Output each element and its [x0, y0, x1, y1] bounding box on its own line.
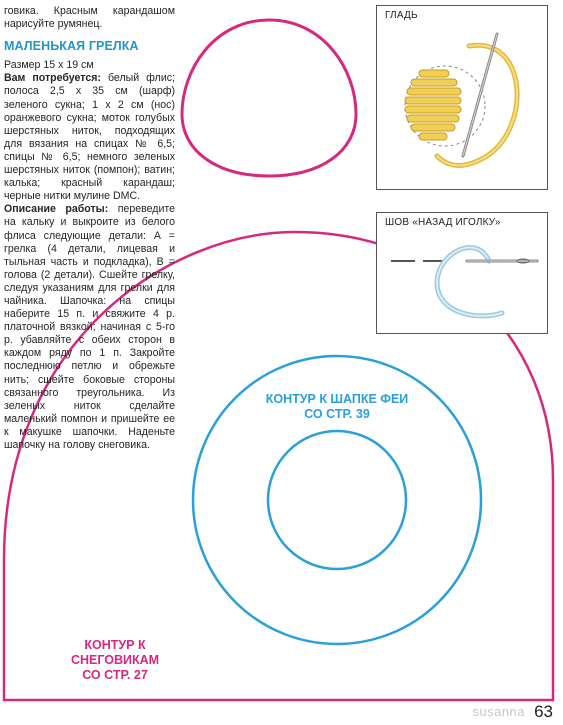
- description-paragraph: [4, 203, 175, 452]
- materials-label: Вам потребуется:: [4, 72, 101, 85]
- snowman-label-line2: СНЕГОВИКАМ: [70, 653, 160, 667]
- backstitch-title: ШОВ «НАЗАД ИГОЛКУ»: [385, 217, 501, 228]
- backstitch-illustration: [377, 213, 547, 333]
- fairy-hat-label: [262, 392, 412, 422]
- materials-paragraph: [4, 72, 175, 203]
- materials-text: белый флис; полоса 2,5 х 35 см (шарф) зеленого сукна; 1 х 2 см (нос) оранжевого сукна; моток голубых шерстяных ниток, подходящих для вязания на спицах № 6,5; спицы № 6,5; немного зеленых шерстяных ниток (помпон); ватин; калька; красный карандаш; черные нитки мулине DMC.: [4, 72, 175, 203]
- page-number: 63: [534, 702, 553, 721]
- snowman-label-line1: КОНТУР К: [84, 638, 146, 652]
- size-text: Размер 15 х 19 см: [4, 59, 94, 72]
- backstitch-box: [376, 212, 548, 334]
- snowman-label-line3: СО СТР. 27: [82, 668, 148, 682]
- section-heading: МАЛЕНЬКАЯ ГРЕЛКА: [4, 39, 139, 54]
- satin-stitch-title: ГЛАДЬ: [385, 10, 418, 21]
- instructions-column: [4, 5, 175, 452]
- brand-logo: susanna: [472, 704, 525, 719]
- snowman-label: [60, 638, 170, 683]
- satin-stitch-box: [376, 5, 548, 190]
- head-outline: [182, 20, 356, 176]
- fairy-hat-label-line2: СО СТР. 39: [304, 407, 370, 421]
- description-text: переведите на кальку и выкроите из белого флиса следующие детали: А = грелка (4 детали, лицевая и тыльная часть и подкладка), В = голова (2 детали). Сшейте грелку, следуя указаниям для грелки для чайника. Шапочка: на спицы наберите 15 п. и свяжите 4 р. платочной вязкой; начиная с 5-го р. убавляйте с обеих сторон в каждом ряду по 1 п. Закройте последнюю петлю и обрежьте нить; сшейте боковые стороны связанного треугольника. Из зеленых ниток сделайте маленький помпон и пришейте ее к макушке шапочки. Наденьте шапочку на голову снеговика.: [4, 203, 175, 451]
- satin-stitch-illustration: [377, 6, 547, 189]
- description-label: Описание работы:: [4, 203, 109, 216]
- fairy-hat-inner-circle: [268, 431, 406, 569]
- intro-text: говика. Красным карандашом нарисуйте румянец.: [4, 5, 175, 31]
- fairy-hat-label-line1: КОНТУР К ШАПКЕ ФЕИ: [265, 392, 409, 406]
- satin-stitches: [405, 70, 461, 140]
